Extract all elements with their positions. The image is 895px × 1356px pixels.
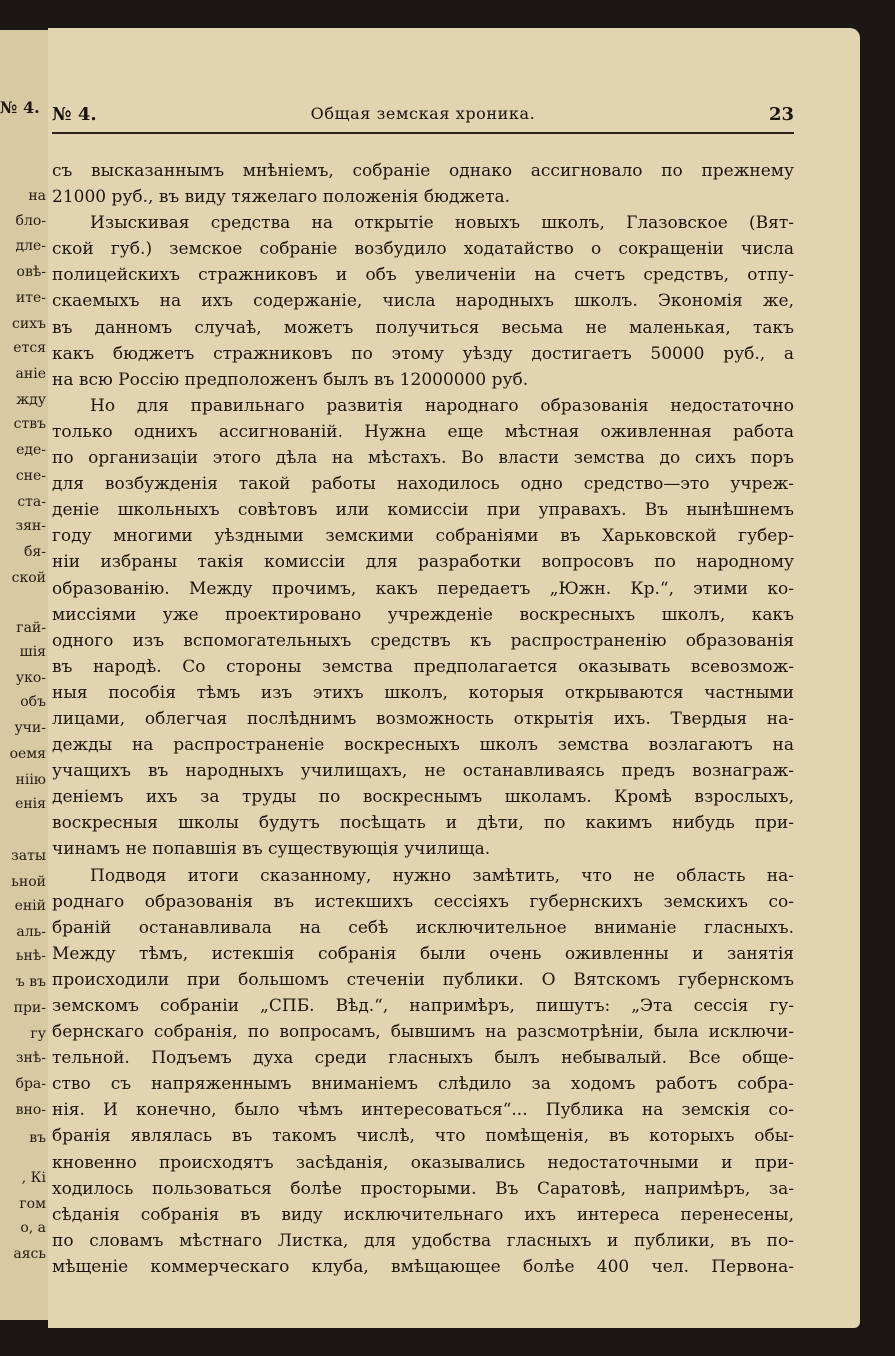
facing-page-fragment: зян- — [15, 518, 46, 534]
facing-page-fragment: въ — [29, 1130, 46, 1146]
text-line: какъ бюджетъ стражниковъ по этому уѣзду достигаетъ 50000 руб., а — [52, 343, 794, 364]
facing-page-fragment: о, а — [20, 1220, 46, 1236]
facing-page-fragment: уко- — [15, 670, 46, 686]
facing-page-fragment: еній — [14, 898, 46, 914]
facing-page-fragment: оемя — [9, 746, 46, 762]
text-line: деніемъ ихъ за труды по воскреснымъ школамъ. Кромѣ взрослыхъ, — [52, 787, 794, 808]
facing-page-header: № 4. — [0, 98, 40, 117]
text-line: Но для правильнаго развитія народнаго образованія недостаточно — [90, 395, 794, 416]
facing-page-fragment: гом — [19, 1196, 46, 1212]
text-line: съ высказаннымъ мнѣніемъ, собраніе однако ассигновало по прежнему — [52, 161, 794, 181]
text-line: нія. И конечно, было чѣмъ интересоваться“... Публика на земскія со- — [52, 1100, 794, 1121]
text-line: воскресныя школы будутъ посѣщать и дѣти, по какимъ нибудь при- — [52, 813, 794, 834]
facing-page-fragment: ется — [13, 340, 46, 356]
text-line: земскомъ собраніи „СПБ. Вѣд.“, напримѣръ, пишутъ: „Эта сессія гу- — [52, 996, 794, 1016]
text-line: по организаціи этого дѣла на мѣстахъ. Во власти земства до сихъ поръ — [52, 448, 794, 469]
facing-page-fragment: ьной — [11, 874, 46, 890]
facing-page-fragment: бра- — [15, 1076, 46, 1092]
facing-page-fragment: ской — [11, 570, 46, 586]
text-line: происходили при большомъ стеченіи публики. О Вятскомъ губернскомъ — [52, 969, 794, 990]
page-number: 23 — [768, 104, 794, 125]
text-line: кновенно происходятъ засѣданія, оказывались недостаточными и при- — [52, 1152, 794, 1173]
text-line: миссіями уже проектировано учрежденіе воскресныхъ школъ, какъ — [52, 604, 794, 625]
facing-page-fragment: сихъ — [12, 316, 46, 332]
text-line: роднаго образованія въ истекшихъ сессіяхъ губернскихъ земскихъ со- — [52, 891, 794, 912]
text-line: деніе школьныхъ совѣтовъ или комиссіи при управахъ. Въ нынѣшнемъ — [52, 500, 794, 521]
facing-page-fragment: аніе — [15, 366, 46, 382]
text-line: мѣщеніе коммерческаго клуба, вмѣщающее болѣе 400 чел. Первона- — [52, 1256, 794, 1277]
text-line: по словамъ мѣстнаго Листка, для удобства гласныхъ и публики, въ по- — [52, 1230, 794, 1251]
facing-page-fragment: аясь — [13, 1246, 46, 1262]
facing-page-fragment: сне- — [15, 468, 46, 484]
facing-page-fragment: , Кі — [21, 1170, 46, 1186]
facing-page-fragment: знѣ- — [15, 1050, 46, 1066]
facing-page-fragment: енія — [15, 796, 46, 812]
text-line: учащихъ въ народныхъ училищахъ, не останавливаясь предъ вознаграж- — [52, 761, 794, 782]
text-line: 21000 руб., въ виду тяжелаго положенія бюджета. — [52, 187, 511, 208]
facing-page-fragment: овѣ- — [16, 264, 46, 280]
text-line: бернскаго собранія, по вопросамъ, бывшимъ на разсмотрѣніи, была исключи- — [52, 1022, 794, 1043]
text-line: тельной. Подъемъ духа среди гласныхъ былъ небывалый. Все обще- — [52, 1048, 794, 1069]
text-line: дежды на распространеніе воскресныхъ школъ земства возлагаютъ на — [52, 735, 794, 756]
text-line: году многими уѣздными земскими собраніями въ Харьковской губер- — [52, 526, 794, 547]
running-header — [52, 104, 794, 134]
text-line: ніи избраны такія комиссіи для разработки вопросовъ по народному — [52, 552, 794, 573]
text-line: сѣданія собранія въ виду исключительнаго ихъ интереса перенесены, — [52, 1204, 794, 1225]
issue-number: № 4. — [52, 104, 97, 125]
text-line: чинамъ не попавшія въ существующія училища. — [52, 839, 491, 860]
facing-page-fragment: шія — [19, 644, 46, 660]
facing-page-fragment: ствъ — [13, 416, 46, 432]
facing-page-fragment: дле- — [15, 238, 46, 254]
facing-page-fragment: при- — [13, 1000, 46, 1016]
facing-page-fragment: вно- — [15, 1102, 46, 1118]
text-line: ходилось пользоваться болѣе просторыми. Въ Саратовѣ, напримѣръ, за- — [52, 1178, 794, 1199]
facing-page-fragment: аль- — [16, 924, 46, 940]
text-line: въ данномъ случаѣ, можетъ получиться весьма не маленькая, такъ — [52, 317, 794, 338]
facing-page-fragment: ите- — [15, 290, 46, 306]
text-line: только однихъ ассигнованій. Нужна еще мѣстная оживленная работа — [52, 421, 794, 442]
facing-page-fragment: гу — [30, 1026, 46, 1042]
facing-page-fragment: на — [28, 188, 46, 204]
facing-page-fragment: ъ въ — [15, 974, 46, 990]
text-line: скаемыхъ на ихъ содержаніе, числа народныхъ школъ. Экономія же, — [52, 291, 794, 312]
facing-page-fragment: ьнѣ- — [15, 948, 46, 964]
book-page — [48, 28, 860, 1328]
text-line: полицейскихъ стражниковъ и объ увеличеніи на счетъ средствъ, отпу- — [52, 265, 794, 286]
facing-page-fragment: бя- — [24, 544, 46, 560]
text-line: одного изъ вспомогательныхъ средствъ къ распространенію образованія — [52, 630, 794, 651]
text-line: браній останавливала на себѣ исключительное вниманіе гласныхъ. — [52, 917, 794, 938]
facing-page-fragment: еде- — [16, 442, 46, 458]
text-line: въ народѣ. Со стороны земства предполагается оказывать всевозмож- — [52, 656, 794, 677]
text-line: на всю Россію предположенъ былъ въ 12000000 руб. — [52, 369, 529, 390]
facing-page-fragment: ніію — [15, 772, 46, 788]
text-line: Подводя итоги сказанному, нужно замѣтить, что не область на- — [90, 865, 794, 886]
text-line: Между тѣмъ, истекшія собранія были очень оживленны и занятія — [52, 943, 794, 964]
facing-page-fragment: бло- — [15, 213, 46, 229]
text-line: бранія являлась въ такомъ числѣ, что помѣщенія, въ которыхъ обы- — [52, 1126, 794, 1147]
text-line: Изыскивая средства на открытіе новыхъ школъ, Глазовское (Вят- — [90, 213, 794, 234]
text-line: лицами, облегчая послѣднимъ возможность открытія ихъ. Твердыя на- — [52, 708, 794, 729]
facing-page-fragment: ста- — [17, 494, 46, 510]
facing-page-fragment: гай- — [16, 620, 46, 636]
facing-page-fragment: объ — [20, 694, 46, 710]
running-title: Общая земская хроника. — [310, 104, 536, 123]
facing-page-fragment: заты — [11, 848, 46, 864]
text-line: ныя пособія тѣмъ изъ этихъ школъ, которыя открываются частными — [52, 682, 794, 703]
facing-page-fragment: учи- — [14, 720, 46, 736]
text-line: образованію. Между прочимъ, какъ передаетъ „Южн. Кр.“, этими ко- — [52, 578, 794, 599]
facing-page-fragment: жду — [16, 392, 46, 408]
text-line: ство съ напряженнымъ вниманіемъ слѣдило за ходомъ работъ собра- — [52, 1074, 794, 1095]
body-text — [52, 158, 794, 1280]
text-line: ской губ.) земское собраніе возбудило ходатайство о сокращеніи числа — [52, 239, 794, 260]
text-line: для возбужденія такой работы находилось одно средство—это учреж- — [52, 474, 794, 495]
facing-page-edge — [0, 30, 51, 1320]
